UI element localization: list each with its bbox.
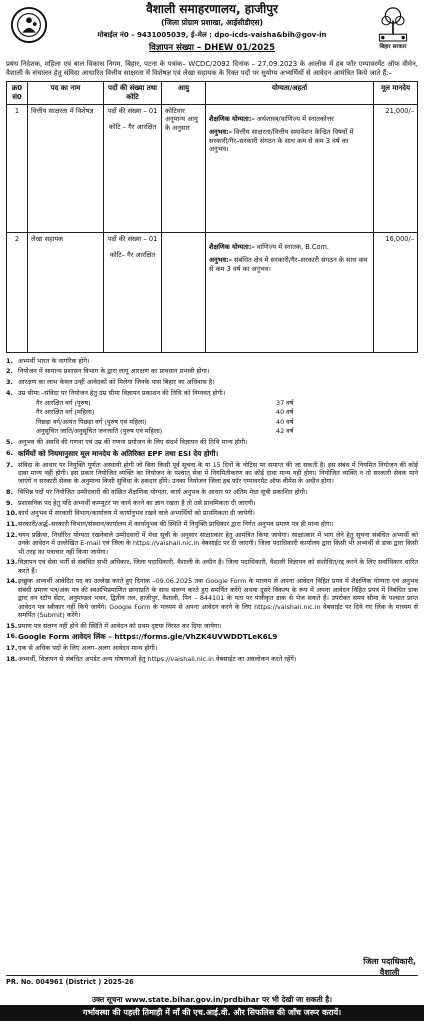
list-item: 5. अनुभव की अवधि की गणना एवं उम्र की गणना प्रयोजन के लिए संदर्भ विज्ञापन की तिथि मान्य होगी। — [6, 438, 248, 447]
table-header-row — [7, 81, 418, 104]
google-form-link: Google Form आवेदन लिंक – https://forms.gle/VhZK4UVWDDTLeK6L9 — [18, 632, 278, 642]
web-notice: उक्त सूचना www.state.bihar.gov.in/prdbihar पर भी देखी जा सकती है। — [91, 994, 333, 1004]
row-post-count — [104, 104, 162, 232]
list-item: 15. प्रमाण पत्र संलग्न नहीं होने की स्थिति में आवेदन को प्रथम दृष्टया निरस्त कर दिया जायेगा। — [6, 621, 222, 630]
table-row — [7, 104, 418, 232]
office-title: वैशाली समाहरणालय, हाजीपुर — [146, 2, 278, 16]
table-row: गैर आरक्षित वर्ग (महिला) 40 वर्ष — [36, 408, 294, 417]
exp-label: अनुभव:– — [209, 256, 232, 265]
col-serial: क्र0 सं0 — [7, 81, 28, 104]
col-age: आयु — [162, 81, 206, 104]
row-serial: 1 — [7, 104, 28, 232]
col-honorarium: मूल मानदेय — [374, 81, 418, 104]
row-post-name: वित्तीय साक्षरता में विशेषज्ञ — [28, 104, 104, 232]
row-qualification — [206, 232, 374, 352]
row-serial: 2 — [7, 232, 28, 352]
post-count: पदों की संख्या – 01 — [107, 106, 158, 115]
col-qualification: योग्यता/अहर्ता — [206, 81, 374, 104]
edu-label: शैक्षणिक योग्यता:– — [209, 242, 255, 251]
ad-number: विज्ञापन संख्या – DHEW 01/2025 — [148, 42, 275, 53]
pr-number: PR. No. 004961 (District ) 2025-26 — [6, 975, 418, 986]
post-count: पदों की संख्या – 01 — [107, 234, 158, 243]
header — [6, 0, 418, 58]
list-item: 1. अभ्यर्थी भारत के नागरिक होंगे। — [6, 356, 90, 365]
list-item: 17. एक से अधिक पदों के लिए अलग–अलग आवेदन मान्य होगी। — [6, 644, 158, 653]
list-item: 8. विभिन्न पदों पर नियोजित उम्मीदवारी की वांछित शैक्षणिक योग्यता, कार्य अनुभव के आधार पर अंतिम मेधा सूची प्रकाशित होगी। — [6, 488, 308, 497]
exp-text: वित्तीय साक्षरता/वित्तीय समावेशन केन्द्रित विषयों में सरकारी/गैर–सरकारी संगठन के साथ कम से कम 3 वर्ष का अनुभव। — [209, 128, 354, 154]
bodhi-tree-icon — [376, 4, 410, 44]
icds-emblem-icon — [10, 6, 48, 44]
contact-line: मोबाईल नं0 – 9431005039, ई–मेल : dpo-icds-vaisha&bih@gov-in — [97, 30, 327, 39]
intro-paragraph: प्रबंध निदेशक, महिला एवं बाल विकास निगम, बिहार, पटना के पत्रांक– WCDC/2092 दिनांक – 27.09.2023 के आलोक में हब फॉर एम्पावरमेंट ऑफ वीमेन, वैशाली के संचालन हेतु संविदा आधारित वित्तीय साक्षरता में विशेषज्ञ एवं लेखा सहायक के रिक्त पदों पर सुयोग्य अभ्यर्थियों से आवेदन आमंत्रित किये जाते हैं:– — [6, 60, 418, 77]
col-post-name: पद का नाम — [28, 81, 104, 104]
edu-text: वाणिज्य में स्नातक, B.Com. — [256, 242, 330, 251]
table-row: अनुसूचित जाति/अनुसूचित जनजाति (पुरुष एवं महिला) 42 वर्ष — [36, 427, 294, 436]
office-subtitle: (जिला प्रोग्राम प्रशाखा, आईसीडीएस) — [161, 18, 263, 28]
row-post-count — [104, 232, 162, 352]
edu-label: शैक्षणिक योग्यता:– — [209, 114, 255, 123]
list-item: 3. आरक्षण का लाभ केवल उन्हीं आवेदकों को मिलेगा जिनके पास बिहार का अधिवास है। — [6, 378, 215, 387]
exp-label: अनुभव:– — [209, 128, 232, 137]
signatory-place: वैशाली — [379, 967, 400, 977]
edu-text: अर्थशास्त्र/वाणिज्य में स्नातकोत्तर — [256, 114, 334, 123]
row-qualification — [206, 104, 374, 232]
list-item: 13. विज्ञापन एवं सेवा भर्ती से संबंधित सभी अधिकार, जिला पदाधिकारी, वैशाली के अधीन है। जिला पदाधिकारी, वैशाली विज्ञापन को संशोधित/रद्द करने के लिए सर्वाधिकार धारित करते हैं। — [6, 558, 418, 575]
list-item: 2. नियोजन में सामान्य प्रशासन विभाग के द्वारा लागू आरक्षण का प्रावधान प्रभावी होगा। — [6, 367, 210, 376]
age-limit-table — [36, 398, 336, 436]
row-post-name: लेखा सहायक — [28, 232, 104, 352]
logo-caption: बिहार सरकार — [379, 44, 407, 50]
health-slogan-banner: गर्भावस्था की पहली तिमाही में माँ की एच.आई.वी. और सिफलिस की जाँच जरूर करायें। — [0, 1005, 424, 1021]
posts-table — [6, 81, 418, 353]
post-category: कोटि – गैर आरक्षित — [108, 123, 157, 132]
list-item: 6. कर्मियों को नियमानुसार मूल मानदेय के अतिरिक्त EPF तथा ESI देय होगी। — [6, 448, 219, 458]
signatory-title: जिला पदाधिकारी, — [363, 957, 416, 967]
bihar-govt-logo — [372, 4, 414, 56]
row-honorarium: 21,000/– — [374, 104, 418, 232]
list-item: 18. अभ्यर्थी, विज्ञापन से संबंधित अपडेट अन्य घोषणाओं हेतु https://vaishali.nic.in वेबसाईट का अवलोकन करते रहेंगें। — [6, 654, 297, 663]
list-item: 10. कार्य अनुभव में सरकारी विभाग/कार्यालय में कार्यानुभव रखने वाले अभ्यर्थियों को प्राथमिकता दी जायेगी। — [6, 509, 255, 518]
table-row — [7, 232, 418, 352]
row-age — [162, 232, 206, 352]
list-item: 14. इच्छुक अभ्यर्थी आवेदित पद का उल्लेख करते हुए दिनांक –09.06.2025 तक Google Form के माध्यम से अपना आवेदन विहित प्रपत्र में शैक्षणिक योग्यता एवं अनुभव संबंधी प्रमाण पत्र/अंक पत्र की स्वअभिप्रमाणित छायाप्रति के साथ संलग्न करते हुए समर्पित करेंगे अथवा दूसरे विकल्प के रूप में अपना आवेदन विहित प्रपत्र में निबंधित डाक द्वारा वन स्टॉप सेंटर, अनुमण्डल भवन, द्वितीय तल, हाजीपुर, वैशाली, पिन – 844101 के पता पर पंजीकृत डाक से भेज सकते हैं। उपरोक्त समय सीमा के पश्चात प्राप्त आवेदन पत्र स्वीकार नहीं किये जायेंगे। Google Form के माध्यम से अपना आवेदन करने के लिए https://vaishali.nic.in वेबसाईट पर दिये गए लिंक के माध्यम से समर्पित (Submit) करेंगे। — [6, 577, 418, 620]
post-category: कोटि– गैर आरक्षित — [109, 251, 156, 260]
row-age: कोटिवार अनुमान्य आयु के अनुसार — [162, 104, 206, 232]
table-row: गैर आरक्षित वर्ग (पुरुष) 37 वर्ष — [36, 398, 294, 407]
list-item: 4. उम्र सीमा:–संविदा पर नियोजन हेतु उम्र सीमा विज्ञापन प्रकाशन की तिथि को निम्नवत् होगी। गैर आरक्षित वर्ग (पुरुष) 37 वर्ष गैर आरक्षित वर्ग (महिला) 40 वर्ष पिछड़ा वर्ग/अत्यंत पिछड़ा वर्ग (पुरुष एवं महिला) 40 वर्ष अनुसूचित जाति/अनुसूचित जनजाति (पुरुष एवं महिला) 42 वर्ष — [6, 389, 418, 436]
col-post-count: पदों की संख्या तथा कोटि — [104, 81, 162, 104]
row-honorarium: 16,000/– — [374, 232, 418, 352]
table-row: पिछड़ा वर्ग/अत्यंत पिछड़ा वर्ग (पुरुष एवं महिला) 40 वर्ष — [36, 417, 294, 426]
exp-text: संबंधित क्षेत्र में सरकारी/गैर–सरकारी संगठन के साथ कम से कम 3 वर्ष का अनुभव। — [209, 256, 368, 273]
conditions-list — [6, 357, 418, 663]
list-item: 11. सरकारी/अर्द्ध–सरकारी विभाग/संस्थान/कार्यालय में कार्यानुभव की स्थिति में नियुक्ति प्राधिकार द्वारा निर्गत अनुभव प्रमाण पत्र ही मान्य होगा। — [6, 520, 334, 529]
list-item: 9. प्रशासनिक पद हेतु यदि अभ्यर्थी कम्प्यूटर पर कार्य करने का ज्ञान रखता है तो उसे प्राथमिकता दी जाएगी। — [6, 498, 256, 507]
list-item: 16. Google Form आवेदन लिंक – https://forms.gle/VhZK4UVWDDTLeK6L9 — [6, 632, 278, 642]
list-item: 12. चयन प्रक्रिया, निर्धारित योग्यता रखनेवाले उम्मीदवारों में मेधा सूची के अनुसार साक्षात्कार हेतु आमंत्रित किया जायेगा। साक्षात्कार में भाग लेने हेतु सूचना संबंधित अभ्यर्थी को उनके आवेदन में उल्लेखित E-mail एवं जिला के https://vaishali.nic.in वेबसाईट पर दी जाएगी। जिला पदाधिकारी कार्यालय द्वारा किसी भी अभ्यर्थी से डाक द्वारा किसी भी तरह का पत्राचार नहीं किया जायेगा। — [6, 530, 418, 556]
list-item: 7. संविदा के आधार पर नियुक्ति पूर्णतः अस्थायी होगी जो बिना किसी पूर्व सूचना के या 15 दिनों के नोटिस पर समाप्त की जा सकती है। इस संबंध में नियमित नियोजन की कोई दावा मान्य नहीं होगी। इस प्रकार नियोजित व्यक्ति का नियोजन के पश्चात् सेवा में नियमितीकरण का कोई दावा मान्य नहीं होगा। नियोजित व्यक्ति न तो सरकारी सेवक माने जाएंगे न सरकारी सेवक के अनुमान्य किसी सुविधा के हकदार होंगे। उनका नियोजन जिला हब फॉर एम्पावरमेंट ऑफ वीमेंस के अधीन होगा। — [6, 460, 418, 486]
